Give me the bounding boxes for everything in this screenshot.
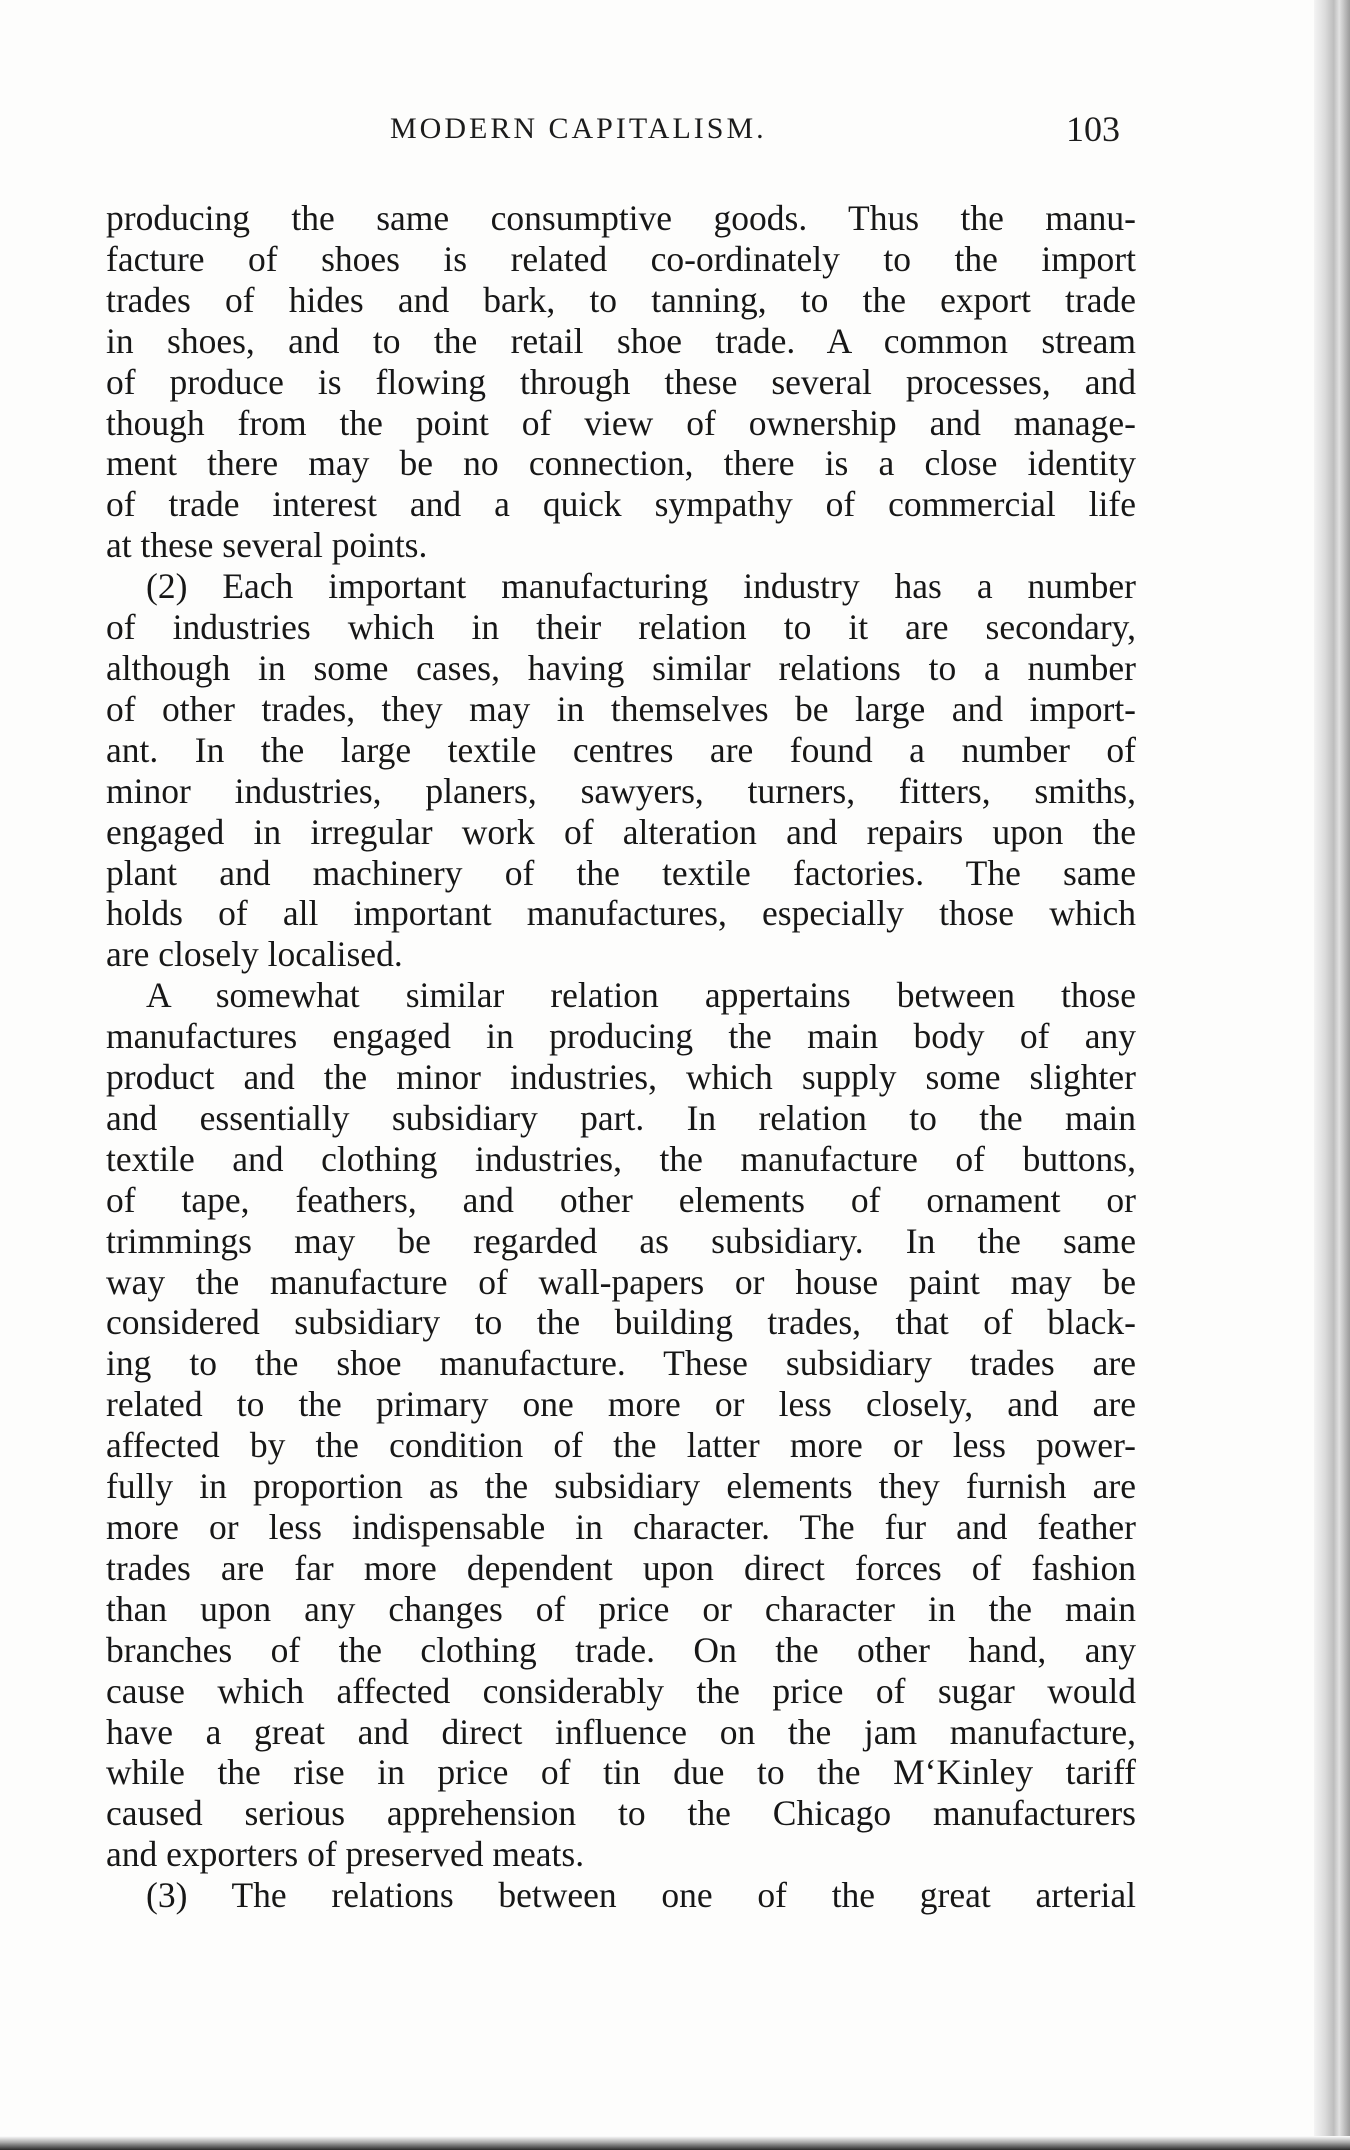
page-header <box>390 109 1130 162</box>
text-line: at these several points. <box>106 525 428 566</box>
text-line: of industries which in their relation to it are secondary, <box>106 607 1136 648</box>
text-line: of produce is flowing through these several processes, and <box>106 361 1136 402</box>
text-line: affected by the condition of the latter more or less power- <box>106 1425 1136 1466</box>
text-line: of tape, feathers, and other elements of ornament or <box>106 1179 1136 1220</box>
text-line: ment there may be no connection, there is a close identity <box>106 443 1136 484</box>
text-line: and exporters of preserved meats. <box>106 1834 585 1875</box>
text-line: considered subsidiary to the building trades, that of black- <box>106 1302 1136 1343</box>
page-edge-bottom <box>0 2136 1350 2150</box>
text-line: product and the minor industries, which supply some slighter <box>106 1057 1136 1098</box>
paragraph-1 <box>106 198 1136 566</box>
text-line: minor industries, planers, sawyers, turners, fitters, smiths, <box>106 770 1136 811</box>
text-line: cause which affected considerably the price of sugar would <box>106 1670 1136 1711</box>
text-line: engaged in irregular work of alteration and repairs upon the <box>106 811 1136 852</box>
text-line: holds of all important manufactures, especially those which <box>106 893 1136 934</box>
paragraph-2 <box>106 566 1136 975</box>
text-line: though from the point of view of ownership and manage- <box>106 402 1136 443</box>
text-line: although in some cases, having similar relations to a number <box>106 647 1136 688</box>
running-head: MODERN CAPITALISM. <box>390 112 767 145</box>
text-line: of other trades, they may in themselves be large and import- <box>106 688 1136 729</box>
text-line: trades of hides and bark, to tanning, to the export trade <box>106 279 1136 320</box>
text-line: facture of shoes is related co-ordinately to the import <box>106 238 1136 279</box>
text-line: are closely localised. <box>106 934 403 975</box>
paragraph-4 <box>106 1875 1136 1916</box>
text-line: textile and clothing industries, the manufacture of buttons, <box>106 1138 1136 1179</box>
text-line: and essentially subsidiary part. In relation to the main <box>106 1097 1136 1138</box>
text-line: related to the primary one more or less closely, and are <box>106 1384 1136 1425</box>
text-line: while the rise in price of tin due to the M‘Kinley tariff <box>106 1752 1136 1793</box>
text-line: (3) The relations between one of the great arterial <box>146 1875 1136 1916</box>
text-line: branches of the clothing trade. On the other hand, any <box>106 1629 1136 1670</box>
text-line: have a great and direct influence on the jam manufacture, <box>106 1711 1136 1752</box>
paragraph-3 <box>106 975 1136 1875</box>
text-line: manufactures engaged in producing the main body of any <box>106 1016 1136 1057</box>
text-line: ing to the shoe manufacture. These subsidiary trades are <box>106 1343 1136 1384</box>
text-line: more or less indispensable in character. The fur and feather <box>106 1507 1136 1547</box>
text-line: fully in proportion as the subsidiary elements they furnish are <box>106 1466 1136 1507</box>
text-line: caused serious apprehension to the Chicago manufacturers <box>106 1793 1136 1834</box>
text-line: (2) Each important manufacturing industry has a number <box>146 566 1136 607</box>
text-line: A somewhat similar relation appertains between those <box>146 975 1136 1016</box>
page-edge-right <box>1314 0 1350 2150</box>
text-line: producing the same consumptive goods. Thus the manu- <box>106 198 1136 238</box>
text-line: of trade interest and a quick sympathy of commercial life <box>106 484 1136 525</box>
body-text <box>106 198 1136 1916</box>
text-line: plant and machinery of the textile factories. The same <box>106 852 1136 893</box>
text-line: way the manufacture of wall-papers or house paint may be <box>106 1261 1136 1302</box>
text-line: ant. In the large textile centres are found a number of <box>106 729 1136 770</box>
text-line: trimmings may be regarded as subsidiary. In the same <box>106 1220 1136 1261</box>
text-line: than upon any changes of price or character in the main <box>106 1588 1136 1629</box>
text-line: trades are far more dependent upon direct forces of fashion <box>106 1547 1136 1588</box>
text-line: in shoes, and to the retail shoe trade. A common stream <box>106 320 1136 361</box>
page-number: 103 <box>1066 109 1120 149</box>
